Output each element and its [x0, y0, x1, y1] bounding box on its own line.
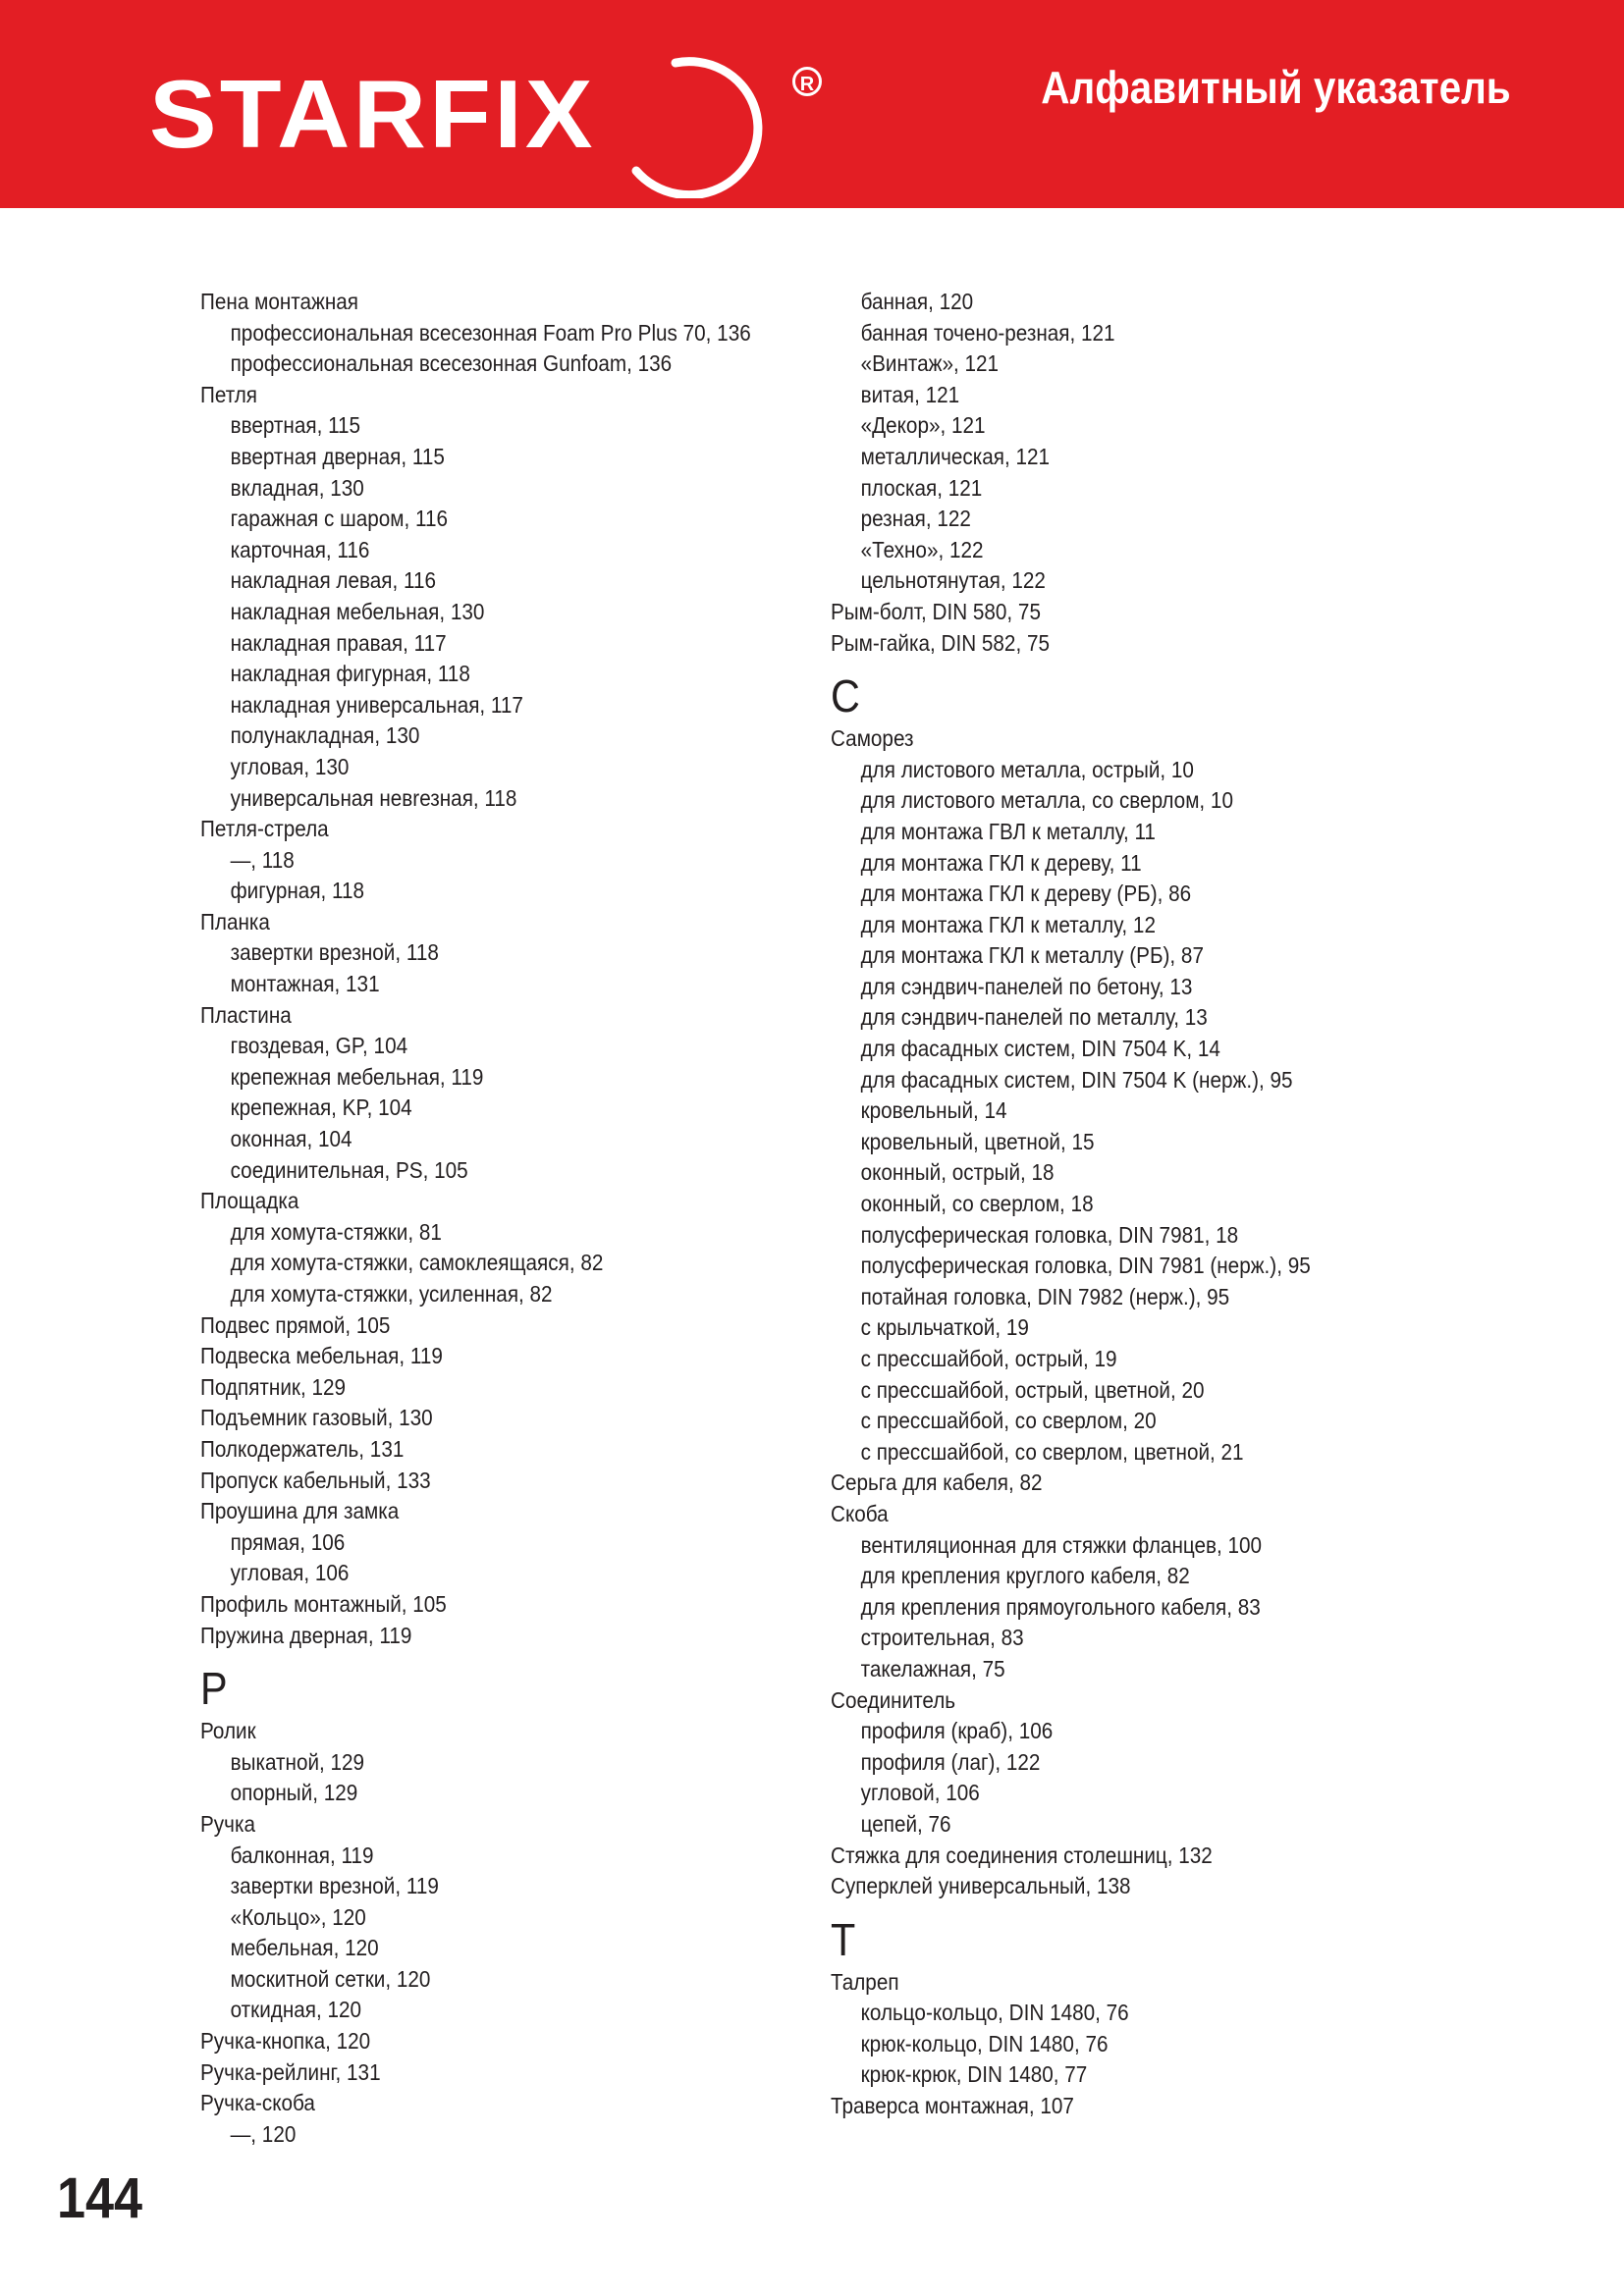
index-subentry: такелажная, 75 [860, 1655, 1005, 1682]
index-subentry: потайная головка, DIN 7982 (нерж.), 95 [860, 1283, 1230, 1309]
index-subentry: балконная, 119 [230, 1842, 374, 1868]
index-subentry: «Техно», 122 [860, 536, 984, 562]
index-subentry: накладная универсальная, 117 [230, 691, 523, 718]
index-subentry: строительная, 83 [860, 1625, 1024, 1651]
index-subentry: монтажная, 131 [230, 971, 380, 997]
index-subentry: накладная правая, 117 [230, 629, 447, 656]
index-subentry: для листового металла, острый, 10 [860, 756, 1194, 782]
page-header [0, 0, 1624, 208]
starfix-logo [149, 43, 815, 190]
index-subentry: завертки врезной, 119 [230, 1873, 439, 1899]
index-subentry: накладная фигурная, 118 [230, 661, 470, 687]
index-subentry: профессиональная всесезонная Gunfoam, 136 [230, 350, 673, 377]
index-subentry: кровельный, 14 [860, 1097, 1007, 1124]
index-subentry: угловая, 130 [230, 753, 350, 779]
logo-ring-icon [617, 53, 811, 198]
index-subentry: с прессшайбой, острый, цветной, 20 [860, 1376, 1205, 1403]
index-entry: Подвеска мебельная, 119 [200, 1343, 443, 1369]
index-subentry: универсальная невrезная, 118 [230, 784, 517, 811]
index-subentry: вкладная, 130 [230, 474, 364, 501]
index-subentry: для фасадных систем, DIN 7504 K, 14 [860, 1036, 1220, 1062]
index-subentry: плоская, 121 [860, 474, 983, 501]
index-entry: Подвес прямой, 105 [200, 1311, 391, 1338]
index-subentry: для фасадных систем, DIN 7504 K (нерж.), 95 [860, 1066, 1293, 1093]
index-subentry: фигурная, 118 [230, 878, 365, 904]
index-subentry: с прессшайбой, со сверлом, 20 [860, 1408, 1157, 1434]
index-subentry: накладная мебельная, 130 [230, 598, 485, 624]
header-title: Алфавитный указатель [1041, 62, 1511, 113]
index-entry: Талреп [831, 1968, 899, 1995]
index-entry: Пена монтажная [200, 289, 359, 314]
index-subentry: выкатной, 129 [230, 1748, 365, 1775]
index-subentry: витая, 121 [860, 381, 960, 407]
index-entry: Подъемник газовый, 130 [200, 1405, 433, 1431]
index-subentry: карточная, 116 [230, 536, 370, 562]
index-subentry: для хомута-стяжки, усиленная, 82 [230, 1281, 553, 1307]
index-entry: Площадка [200, 1188, 299, 1214]
index-entry: Проушина для замка [200, 1498, 400, 1524]
index-subentry: угловой, 106 [860, 1780, 980, 1806]
index-entry: Ручка-рейлинг, 131 [200, 2058, 381, 2085]
index-entry: Саморез [831, 725, 914, 752]
index-subentry: накладная левая, 116 [230, 567, 436, 594]
index-entry: Ролик [200, 1718, 256, 1744]
index-entry: Серьга для кабеля, 82 [831, 1469, 1043, 1496]
index-subentry: гаражная с шаром, 116 [230, 506, 448, 532]
index-entry: Рым-болт, DIN 580, 75 [831, 598, 1041, 624]
index-subentry: «Кольцо», 120 [230, 1903, 366, 1930]
index-subentry: для крепления круглого кабеля, 82 [860, 1563, 1190, 1589]
index-entry: Траверса монтажная, 107 [831, 2093, 1074, 2119]
index-subentry: для крепления прямоугольного кабеля, 83 [860, 1593, 1261, 1620]
index-subentry: завертки врезной, 118 [230, 939, 439, 966]
index-subentry: для хомута-стяжки, 81 [230, 1218, 442, 1245]
index-subentry: кольцо-кольцо, DIN 1480, 76 [860, 2000, 1129, 2026]
index-subentry: гвоздевая, GP, 104 [230, 1033, 408, 1059]
index-subentry: ввертная дверная, 115 [230, 443, 445, 469]
page-number: 144 [57, 2166, 143, 2230]
index-left-column [200, 287, 868, 2150]
index-section-letter: Р [200, 1663, 228, 1715]
index-entry: Пружина дверная, 119 [200, 1622, 412, 1648]
index-subentry: профессиональная всесезонная Foam Pro Plus 70, 136 [230, 319, 751, 346]
index-right-column [831, 287, 1498, 2122]
index-subentry: вентиляционная для стяжки фланцев, 100 [860, 1531, 1263, 1558]
index-section-letter: Т [831, 1913, 856, 1965]
registered-trademark-icon: R [792, 67, 822, 96]
index-entry: Полкодержатель, 131 [200, 1435, 405, 1462]
index-entry: Стяжка для соединения столешниц, 132 [831, 1842, 1213, 1868]
index-subentry: для монтажа ГКЛ к дереву, 11 [860, 849, 1142, 876]
index-subentry: для листового металла, со сверлом, 10 [860, 787, 1233, 814]
index-subentry: крепежная мебельная, 119 [230, 1063, 484, 1090]
index-entry: Рым-гайка, DIN 582, 75 [831, 629, 1050, 656]
index-subentry: оконная, 104 [230, 1126, 352, 1152]
index-subentry: металлическая, 121 [860, 443, 1051, 469]
index-entry: Суперклей универсальный, 138 [831, 1873, 1131, 1899]
index-subentry: с прессшайбой, острый, 19 [860, 1346, 1117, 1371]
index-subentry: крюк-крюк, DIN 1480, 77 [860, 2061, 1088, 2088]
index-subentry: для монтажа ГКЛ к металлу (РБ), 87 [860, 942, 1204, 969]
index-entry: Петля [200, 381, 258, 407]
index-subentry: резная, 122 [860, 506, 971, 532]
index-subentry: профиля (краб), 106 [860, 1718, 1054, 1744]
index-subentry: оконный, острый, 18 [860, 1159, 1055, 1186]
index-subentry: полусферическая головка, DIN 7981 (нерж.), 95 [860, 1253, 1311, 1279]
index-subentry: ввертная, 115 [230, 412, 361, 439]
index-subentry: прямая, 106 [230, 1528, 346, 1555]
index-entry: Подпятник, 129 [200, 1373, 347, 1400]
index-subentry: оконный, со сверлом, 18 [860, 1191, 1094, 1217]
index-subentry: банная, 120 [860, 289, 974, 314]
index-entry: Ручка-кнопка, 120 [200, 2028, 371, 2055]
index-subentry: для монтажа ГКЛ к металлу, 12 [860, 911, 1156, 937]
index-subentry: мебельная, 120 [230, 1935, 379, 1961]
index-entry: Ручка [200, 1810, 255, 1837]
index-subentry: профиля (лаг), 122 [860, 1748, 1041, 1775]
index-subentry: «Декор», 121 [860, 412, 986, 439]
index-subentry: для сэндвич-панелей по металлу, 13 [860, 1004, 1208, 1031]
index-subentry: «Винтаж», 121 [860, 350, 1000, 377]
index-section-letter: С [831, 670, 860, 722]
index-subentry: —, 118 [230, 846, 295, 873]
index-subentry: для хомута-стяжки, самоклеящаяся, 82 [230, 1250, 604, 1276]
index-entry: Пропуск кабельный, 133 [200, 1467, 431, 1493]
index-subentry: кровельный, цветной, 15 [860, 1128, 1095, 1154]
index-entry: Скоба [831, 1500, 889, 1526]
index-subentry: для сэндвич-панелей по бетону, 13 [860, 973, 1193, 999]
index-entry: Ручка-скоба [200, 2090, 315, 2116]
logo-text: STARFIX [149, 60, 596, 168]
index-entry: Соединитель [831, 1686, 956, 1713]
index-subentry: москитной сетки, 120 [230, 1965, 431, 1992]
index-subentry: откидная, 120 [230, 1997, 362, 2023]
index-entry: Планка [200, 908, 270, 934]
index-subentry: с крыльчаткой, 19 [860, 1314, 1029, 1341]
index-subentry: угловая, 106 [230, 1560, 350, 1586]
index-subentry: крюк-кольцо, DIN 1480, 76 [860, 2030, 1109, 2056]
index-subentry: цельнотянутая, 122 [860, 567, 1046, 594]
index-entry: Профиль монтажный, 105 [200, 1590, 447, 1617]
index-subentry: опорный, 129 [230, 1780, 358, 1806]
index-subentry: полунакладная, 130 [230, 722, 420, 749]
index-subentry: соединительная, PS, 105 [230, 1156, 468, 1183]
index-subentry: для монтажа ГВЛ к металлу, 11 [860, 818, 1156, 844]
index-subentry: банная точено-резная, 121 [860, 319, 1115, 346]
index-subentry: полусферическая головка, DIN 7981, 18 [860, 1221, 1239, 1248]
index-entry: Петля-стрела [200, 816, 329, 842]
index-subentry: крепежная, KP, 104 [230, 1095, 412, 1121]
index-subentry: для монтажа ГКЛ к дереву (РБ), 86 [860, 881, 1192, 907]
index-subentry: цепей, 76 [860, 1810, 951, 1837]
index-subentry: с прессшайбой, со сверлом, цветной, 21 [860, 1438, 1244, 1465]
index-subentry: —, 120 [230, 2120, 297, 2147]
index-entry: Пластина [200, 1001, 292, 1028]
